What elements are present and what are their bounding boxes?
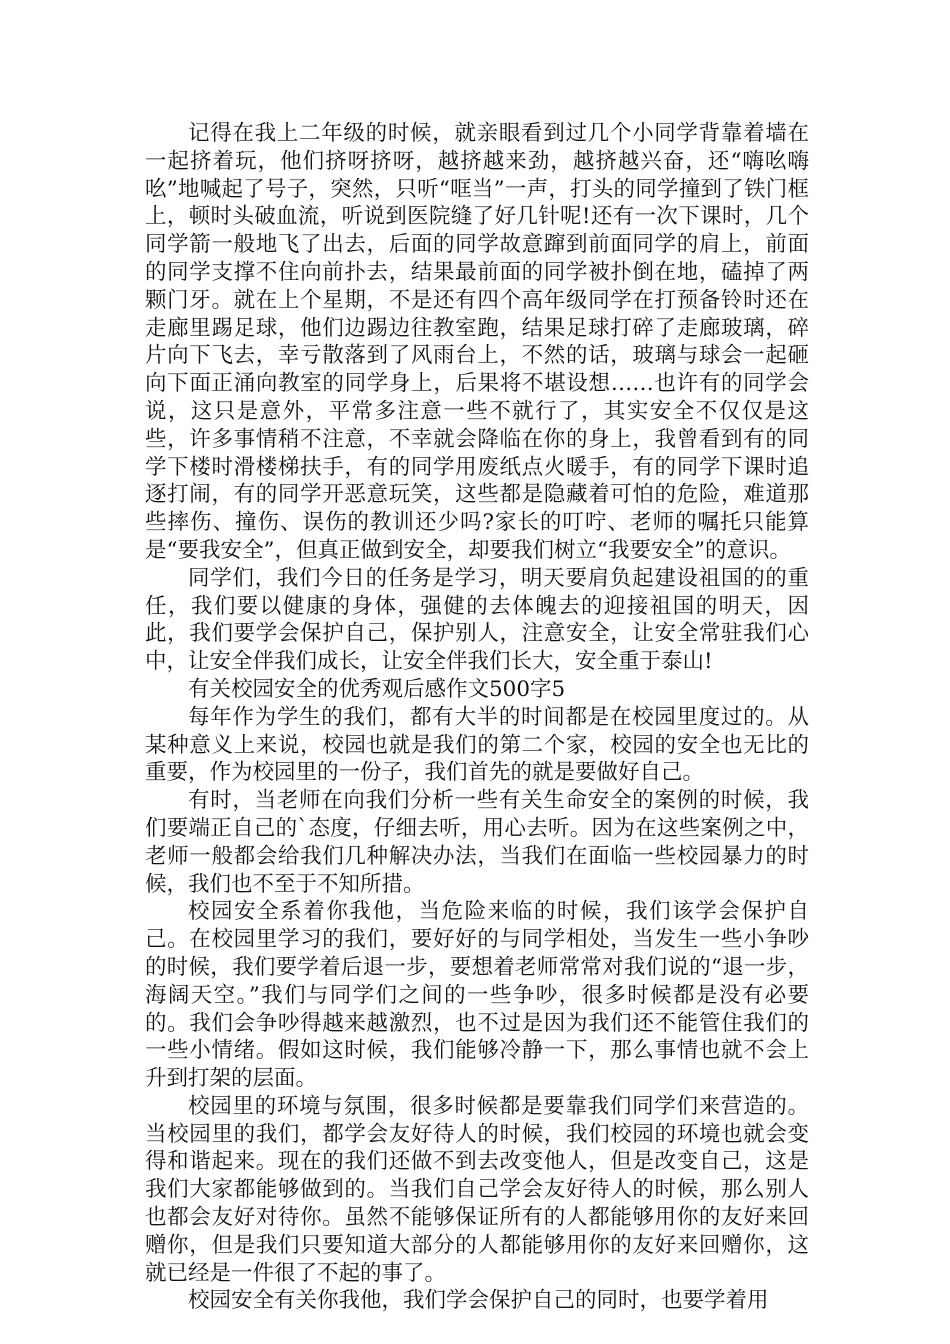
- paragraph: 校园安全系着你我他，当危险来临的时候，我们该学会保护自己。在校园里学习的我们，要好好的与同学相处，当发生一些小争吵的时候，我们要学着后退一步，要想着老师常常对我们说的“退一步，海阔天空。”我们与同学们之间的一些争吵，很多时候都是没有必要的。我们会争吵得越来越激烈，也不过是因为我们还不能管住我们的一些小情绪。假如这时候，我们能够冷静一下，那么事情也就不会上升到打架的层面。: [145, 899, 809, 1092]
- paragraph: 同学们，我们今日的任务是学习，明天要肩负起建设祖国的的重任，我们要以健康的身体，强健的去体魄去的迎接祖国的明天，因此，我们要学会保护自己，保护别人，注意安全，让安全常驻我们心中，让安全伴我们成长，让安全伴我们长大，安全重于泰山!: [145, 565, 809, 675]
- paragraph: 有时，当老师在向我们分析一些有关生命安全的案例的时候，我们要端正自己的`态度，仔细去听，用心去听。因为在这些案例之中，老师一般都会给我们几种解决办法，当我们在面临一些校园暴力的时候，我们也不至于不知所措。: [145, 788, 809, 897]
- paragraph: 每年作为学生的我们，都有大半的时间都是在校园里度过的。从某种意义上来说，校园也就是我们的第二个家，校园的安全也无比的重要，作为校园里的一份子，我们首先的就是要做好自己。: [145, 704, 809, 786]
- section-heading: 有关校园安全的优秀观后感作文500字5: [188, 676, 566, 702]
- paragraph: 校园安全有关你我他，我们学会保护自己的同时，也要学着用: [188, 1288, 769, 1314]
- document-body: [145, 120, 809, 1315]
- paragraph: 记得在我上二年级的时候，就亲眼看到过几个小同学背靠着墙在一起挤着玩，他们挤呀挤呀，越挤越来劲，越挤越兴奋，还“嗨吆嗨吆”地喊起了号子，突然，只听“哐当”一声，打头的同学撞到了铁门框上，顿时头破血流，听说到医院缝了好几针呢!还有一次下课时，几个同学箭一般地飞了出去，后面的同学故意蹿到前面同学的肩上，前面的同学支撑不住向前扑去，结果最前面的同学被扑倒在地，磕掉了两颗门牙。就在上个星期，不是还有四个高年级同学在打预备铃时还在走廊里踢足球，他们边踢边往教室跑，结果足球打碎了走廊玻璃，碎片向下飞去，幸亏散落到了风雨台上，不然的话，玻璃与球会一起砸向下面正涌向教室的同学身上，后果将不堪设想……也许有的同学会说，这只是意外，平常多注意一些不就行了，其实安全不仅仅是这些，许多事情稍不注意，不幸就会降临在你的身上，我曾看到有的同学下楼时滑楼梯扶手，有的同学用废纸点火暖手，有的同学下课时追逐打闹，有的同学开恶意玩笑，这些都是隐藏着可怕的危险，难道那些摔伤、撞伤、误伤的教训还少吗?家长的叮咛、老师的嘱托只能算是“要我安全”，但真正做到安全，却要我们树立“我要安全”的意识。: [145, 121, 809, 563]
- paragraph: 校园里的环境与氛围，很多时候都是要靠我们同学们来营造的。当校园里的我们，都学会友好待人的时候，我们校园的环境也就会变得和谐起来。现在的我们还做不到去改变他人，但是改变自己，这是我们大家都能够做到的。当我们自己学会友好待人的时候，那么别人也都会友好对待你。虽然不能够保证所有的人都能够用你的友好来回赠你，但是我们只要知道大部分的人都能够用你的友好来回赠你，这就已经是一件很了不起的事了。: [145, 1093, 809, 1286]
